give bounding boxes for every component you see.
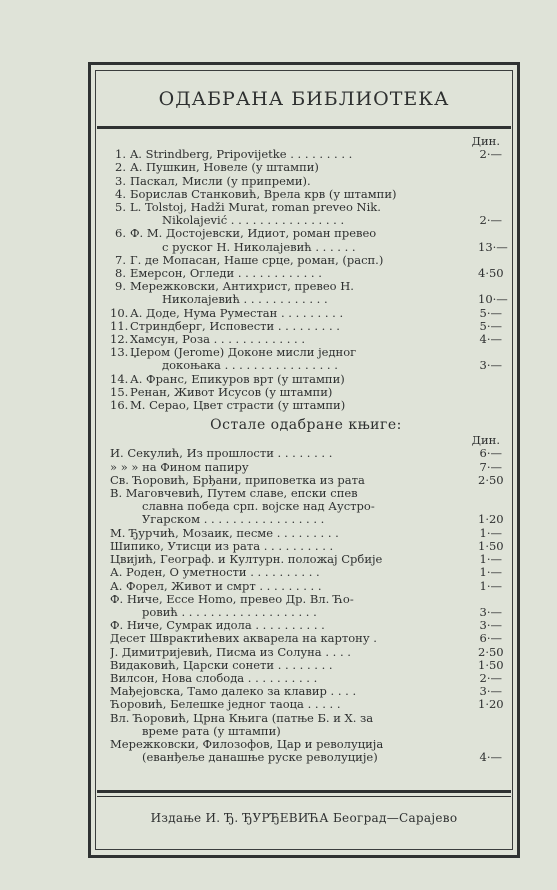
list-item	[110, 214, 502, 227]
list-item	[110, 359, 502, 372]
list-item	[110, 646, 502, 659]
list-item	[110, 527, 502, 540]
currency-header: Дин.	[471, 134, 500, 148]
list-item	[110, 487, 502, 500]
item-number: 12.	[110, 332, 129, 347]
list-item	[110, 553, 502, 566]
list-item	[110, 725, 502, 738]
list-item	[110, 738, 502, 751]
list-item	[110, 593, 502, 606]
item-title: В. Маговчевић, Путем славе, епски спев	[110, 487, 358, 501]
list-item	[110, 346, 502, 359]
item-price: 10·—	[478, 292, 508, 307]
list-item	[110, 320, 502, 333]
item-number: 5.	[115, 200, 126, 215]
item-price: 6·—	[479, 631, 502, 646]
item-price: 1·20	[478, 697, 504, 712]
item-title: Ф. М. Достојевски, Идиот, роман превео	[130, 227, 377, 241]
item-price: 3·—	[479, 618, 502, 633]
item-title: Nikolajević . . . . . . . . . . . . . . . .	[162, 214, 345, 228]
page-title: ОДАБРАНА БИБЛИОТЕКА	[158, 88, 450, 110]
item-price: 4·50	[478, 266, 504, 281]
item-price: 3·—	[479, 684, 502, 699]
item-title: докоњака . . . . . . . . . . . . . . . .	[162, 359, 338, 373]
item-title: Угарском . . . . . . . . . . . . . . . . .	[142, 513, 325, 527]
item-title: А. Пушкин, Новеле (у штампи)	[130, 161, 319, 175]
item-title: L. Tolstoj, Hadži Murat, roman preveo Nik.	[130, 201, 381, 215]
list-item	[110, 267, 502, 280]
list-item	[110, 580, 502, 593]
item-number: 14.	[110, 371, 129, 386]
item-price: 13·—	[478, 239, 508, 254]
list-item	[110, 566, 502, 579]
item-title: Стриндберг, Исповести . . . . . . . . .	[130, 319, 340, 333]
item-price: 1·—	[479, 525, 502, 540]
list-item	[110, 292, 508, 307]
item-price: 4·—	[479, 750, 502, 765]
item-price: 2·—	[479, 213, 502, 228]
list-item	[110, 461, 502, 474]
item-title: Мережковски, Антихрист, превео Н.	[130, 280, 354, 294]
item-number: 11.	[110, 318, 129, 333]
item-number: 15.	[110, 384, 129, 399]
item-title: А. Роден, О уметности . . . . . . . . . .	[110, 566, 320, 580]
item-title: М. Серао, Цвет страсти (у штампи)	[130, 399, 346, 413]
item-title: Ф. Ниче, Сумрак идола . . . . . . . . . .	[110, 619, 325, 633]
item-title: Ф. Ниче, Ессе Homo, превео Др. Вл. Ћо-	[110, 592, 354, 606]
footer-rule-thick	[97, 790, 511, 793]
list-item	[110, 373, 502, 386]
footer-rule-thin	[97, 796, 511, 797]
item-title: А. Доде, Нума Руместан . . . . . . . . .	[130, 306, 344, 320]
item-price: 7·—	[479, 459, 502, 474]
item-price: 5·—	[479, 318, 502, 333]
title-rule	[97, 126, 511, 129]
item-title: А. Франс, Епикуров врт (у штампи)	[130, 372, 345, 386]
item-number: 1.	[115, 147, 126, 162]
item-title: A. Strindberg, Pripovijetke . . . . . . . . .	[130, 148, 353, 162]
item-price: 4·—	[479, 332, 502, 347]
item-price: 6·—	[479, 446, 502, 461]
list-item	[110, 399, 502, 412]
item-title: Ренан, Живот Исусов (у штампи)	[130, 385, 333, 399]
item-title: (еванђеље данашње руске револуције)	[142, 751, 378, 765]
section-title: Остале одабране књиге:	[210, 417, 402, 434]
list-item	[110, 201, 502, 214]
item-title: с руског Н. Николајевић . . . . . .	[162, 240, 356, 254]
item-number: 6.	[115, 226, 126, 241]
list-item	[110, 386, 502, 399]
item-title: Паскал, Мисли (у припреми).	[130, 174, 311, 188]
item-price: 2·—	[479, 670, 502, 685]
item-price: 1·—	[479, 552, 502, 567]
item-title: » » » на Фином папиру	[110, 460, 249, 474]
item-title: Ћоровић, Белешке једног таоца . . . . .	[110, 698, 341, 712]
item-title: Ј. Димитријевић, Писма из Солуна . . . .	[110, 645, 351, 659]
other-book-list	[110, 447, 502, 764]
list-item	[110, 254, 502, 267]
list-item	[110, 333, 502, 346]
list-item	[110, 188, 502, 201]
list-item	[110, 161, 502, 174]
item-price: 2·—	[479, 147, 502, 162]
item-price: 1·50	[478, 657, 504, 672]
item-number: 3.	[115, 173, 126, 188]
item-title: Борислав Станковић, Врела крв (у штампи)	[130, 187, 397, 201]
list-item	[110, 632, 502, 645]
main-book-list	[110, 147, 508, 413]
item-title: М. Ђурчић, Мозаик, песме . . . . . . . . .	[110, 526, 339, 540]
item-title: Емерсон, Огледи . . . . . . . . . . . .	[130, 267, 322, 281]
item-number: 10.	[110, 305, 129, 320]
item-title: Г. де Мопасан, Наше срце, роман, (расп.)	[130, 253, 384, 267]
publisher-imprint: Издање И. Ђ. ЂУРЂЕВИЋА Београд—Сарајево	[150, 811, 458, 825]
item-title: Видаковић, Царски сонети . . . . . . . .	[110, 658, 333, 672]
list-item	[110, 227, 502, 240]
list-item	[110, 148, 502, 161]
item-title: Мережковски, Филозофов, Цар и револуција	[110, 737, 384, 751]
item-number: 2.	[115, 160, 126, 175]
item-price: 5·—	[479, 305, 502, 320]
list-item	[110, 751, 502, 764]
list-item	[110, 540, 502, 553]
list-item	[110, 672, 502, 685]
list-item	[110, 239, 508, 254]
list-item	[110, 500, 502, 513]
list-item	[110, 447, 502, 460]
item-title: Цвијић, Географ. и Културн. положај Србије	[110, 553, 383, 567]
list-item	[110, 307, 502, 320]
item-title: ровић . . . . . . . . . . . . . . . . . . .	[142, 605, 317, 619]
book-catalog	[110, 134, 508, 765]
currency-header-2: Дин.	[471, 433, 500, 448]
item-price: 1·—	[479, 565, 502, 580]
item-price: 2·50	[478, 644, 504, 659]
item-number: 8.	[115, 266, 126, 281]
item-title: И. Секулић, Из прошлости . . . . . . . .	[110, 447, 333, 461]
list-item	[110, 474, 502, 487]
item-number: 16.	[110, 398, 129, 413]
item-price: 1·50	[478, 538, 504, 553]
item-title: Мађејовска, Тамо далеко за клавир . . . .	[110, 685, 357, 699]
item-number: 9.	[115, 279, 126, 294]
item-title: Хамсун, Роза . . . . . . . . . . . . .	[130, 333, 306, 347]
item-title: Џером (Jerome) Доконе мисли једног	[130, 346, 357, 360]
item-title: време рата (у штампи)	[142, 724, 281, 738]
item-number: 13.	[110, 345, 129, 360]
list-item	[110, 685, 502, 698]
item-title: Вилсон, Нова слобода . . . . . . . . . .	[110, 671, 318, 685]
list-item	[110, 712, 502, 725]
list-item	[110, 175, 502, 188]
item-title: Св. Ћоровић, Брђани, приповетка из рата	[110, 473, 365, 487]
item-price: 1·20	[478, 512, 504, 527]
list-item	[110, 619, 502, 632]
item-price: 2·50	[478, 472, 504, 487]
item-price: 3·—	[479, 358, 502, 373]
item-number: 4.	[115, 186, 126, 201]
item-title: Вл. Ћоровић, Црна Књига (патње Б. и Х. за	[110, 711, 374, 725]
list-item	[110, 606, 502, 619]
item-title: славна победа срп. војске над Аустро-	[142, 500, 375, 514]
list-item	[110, 513, 502, 526]
item-title: Шипико, Утисци из рата . . . . . . . . . .	[110, 539, 334, 553]
list-item	[110, 280, 502, 293]
item-title: Николајевић . . . . . . . . . . . .	[162, 293, 328, 307]
list-item	[110, 698, 502, 711]
item-title: А. Форел, Живот и смрт . . . . . . . . .	[110, 579, 322, 593]
item-price: 3·—	[479, 604, 502, 619]
item-number: 7.	[115, 252, 126, 267]
list-item	[110, 659, 502, 672]
item-price: 1·—	[479, 578, 502, 593]
item-title: Десет Шврактићевих акварела на картону .	[110, 632, 377, 646]
